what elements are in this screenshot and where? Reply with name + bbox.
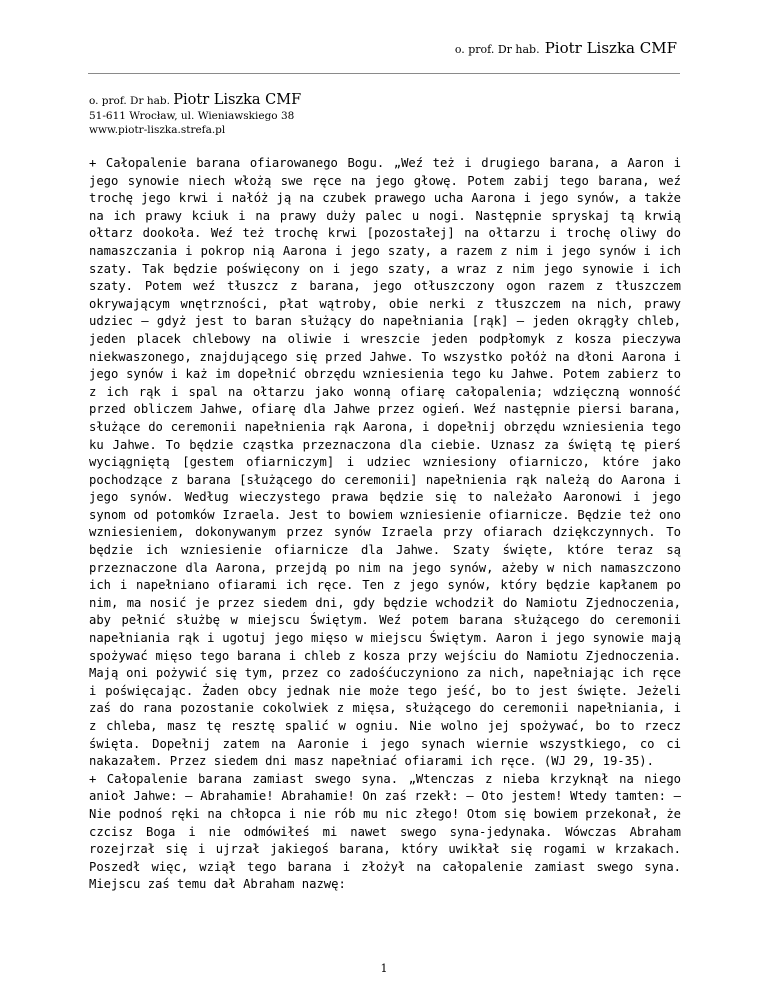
author-name-line bbox=[89, 92, 301, 109]
author-block bbox=[89, 92, 301, 137]
header-divider bbox=[88, 73, 680, 74]
header-name: Piotr Liszka CMF bbox=[544, 39, 677, 57]
author-name: Piotr Liszka CMF bbox=[173, 92, 302, 108]
author-address: 51-611 Wrocław, ul. Wieniawskiego 38 bbox=[89, 110, 295, 123]
paragraph-2: + Całopalenie barana zamiast swego syna. „Wtenczas z nieba krzyknął na niego anioł Jahwe: – Abrahamie! Abrahamie! On zaś rzekł: – Oto jestem! Wtedy tamten: – Nie podnoś ręki na chłopca i nie rób mu nic złego! Otom się bowiem przekonał, że czcisz Boga i nie odmówiłeś mi nawet swego syna-jedynaka. Wówczas Abraham rozejrzał się i ujrzał jakiegoś barana, który uwikłał się rogami w krzakach. Poszedł więc, wziął tego barana i złożył na całopalenie zamiast swego syna. Miejscu zaś temu dał Abraham nazwę: bbox=[89, 771, 681, 892]
header-prefix: o. prof. Dr hab. bbox=[454, 43, 540, 56]
page-number: 1 bbox=[380, 962, 388, 975]
paragraph-1: + Całopalenie barana ofiarowanego Bogu. „Weź też i drugiego barana, a Aaron i jego synowie niech włożą swe ręce na jego głowę. Potem zabij tego barana, weź trochę jego krwi i nałóż ją na czubek prawego ucha Aarona i jego synów, a także na ich prawy kciuk i na prawy duży palec u nogi. Następnie spryskaj tą krwią ołtarz dookoła. Weź też trochę krwi [pozostałej] na ołtarzu i trochę oliwy do namaszczania i pokrop nią Aarona i jego szaty, a razem z nim i jego synów i ich szaty. Tak będzie poświęcony on i jego szaty, a wraz z nim jego synowie i ich szaty. Potem weź tłuszcz z barana, jego otłuszczony ogon razem z tłuszczem okrywającym wnętrzności, płat wątroby, obie nerki z tłuszczem na nich, prawy udziec – gdyż jest to baran służący do napełniania [rąk] – jeden okrągły chleb, jeden placek chlebowy na oliwie i wreszcie jeden podpłomyk z kosza pieczywa niekwaszonego, znajdującego się przed Jahwe. To wszystko połóż na dłoni Aarona i jego synów i każ im dopełnić obrzędu wzniesienia tego ku Jahwe. Potem zabierz to z ich rąk i spal na ołtarzu jako wonną ofiarę całopalenia; wdzięczną wonność przed obliczem Jahwe, ofiarę dla Jahwe przez ogień. Weź następnie piersi barana, służące do ceremonii napełnienia rąk Aarona, i dopełnij obrzędu wzniesienia tego ku Jahwe. To będzie cząstka przeznaczona dla ciebie. Uznasz za świętą tę pierś wyciągniętą [gestem ofiarniczym] i udziec wzniesiony ofiarniczo, które jako pochodzące z barana [służącego do ceremonii] napełnienia rąk należą do Aarona i jego synów. Według wieczystego prawa będzie się to należało Aaronowi i jego synom od potomków Izraela. Jest to bowiem wzniesienie ofiarnicze. Będzie też ono wzniesieniem, dokonywanym przez synów Izraela przy ofiarach dziękczynnych. To będzie ich wzniesienie ofiarnicze dla Jahwe. Szaty święte, które teraz są przeznaczone dla Aarona, przejdą po nim na jego synów, ażeby w nich namaszczono ich i napełniano ofiarami ich ręce. Ten z jego synów, który będzie kapłanem po nim, ma nosić je przez siedem dni, gdy będzie wchodził do Namiotu Zjednoczenia, aby pełnić służbę w miejscu Świętym. Weź potem barana służącego do ceremonii napełniania rąk i ugotuj jego mięso w miejscu Świętym. Aaron i jego synowie mają spożywać mięso tego barana i chleb z kosza przy wejściu do Namiotu Zjednoczenia. Mają oni pożywić się tym, przez co zadośćuczyniono za nich, napełniając ich ręce i poświęcając. Żaden obcy jednak nie może tego jeść, bo to jest święte. Jeżeli zaś do rana pozostanie cokolwiek z mięsa, służącego do ceremonii napełniania, i z chleba, masz tę resztę spalić w ogniu. Nie wolno jej spożywać, bo to rzecz święta. Dopełnij zatem na Aaronie i jego synach wiernie wszystkiego, co ci nakazałem. Przez siedem dni masz napełniać ofiarami ich ręce. (WJ 29, 19-35). bbox=[89, 156, 681, 769]
author-website: www.piotr-liszka.strefa.pl bbox=[89, 123, 226, 136]
author-prefix: o. prof. Dr hab. bbox=[89, 95, 170, 107]
document-body bbox=[89, 155, 681, 894]
page-header bbox=[455, 38, 677, 57]
